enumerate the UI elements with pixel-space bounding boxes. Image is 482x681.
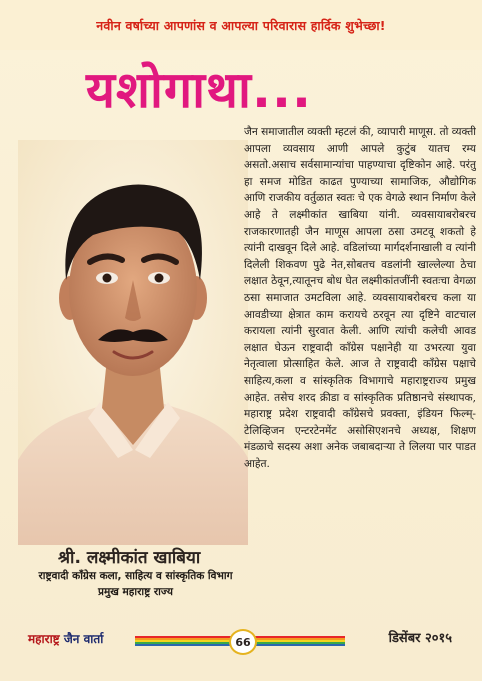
greeting-banner <box>0 0 482 50</box>
issue-date: डिसेंबर २०१५ <box>388 631 452 646</box>
portrait-photo <box>18 140 248 545</box>
person-portrait-icon <box>18 140 248 545</box>
page-number: 66 <box>229 629 257 655</box>
magazine-name-part2: जैन वार्ता <box>63 632 104 646</box>
person-name: श्री. लक्ष्मीकांत खाबिया <box>58 548 201 568</box>
magazine-name-part1: महाराष्ट्र <box>28 632 60 646</box>
article-body: जैन समाजातील व्यक्ती म्हटलं की, व्यापारी माणूस. तो व्यक्ती आपला व्यवसाय आणी आपले कुटुंब यातच रम्य असतो.असाच सर्वसामान्यांचा पाहण्याचा दृष्टिकोन आहे. परंतु हा समज मोडित काढत पुण्याच्या सामाजिक, औद्योगिक आणि राजकीय वर्तुळात स्वतः चे एक वेगळे स्थान निर्माण केले आहे ते लक्ष्मीकांत खाबिया यांनी. व्यवसायाबरोबरच राजकारणातही जैन माणूस आपला ठसा उमटवू शकतो हे त्यांनी दाखवून दिले आहे. वडिलांच्या मार्गदर्शनाखाली व त्यांनी दिलेली शिकवण पुढे नेत,सोबतच वडलांनी खाल्लेल्या ठेचा लक्षात ठेवून,त्यातूनच बोध घेत लक्ष्मीकांतजींनी स्वतःचा वेगळा ठसा समाजात उमटविला आहे. व्यवसायाबरोबरच कला या आवडीच्या क्षेत्रात काम करायचे ठरवून त्या दृष्टिने वाटचाल करायला त्यांनी सुरवात केली. आणि त्यांची कलेची आवड लक्षात घेऊन राष्ट्रवादी कॉंग्रेस पक्षानेही या उभरत्या युवा नेतृत्वाला प्रोत्साहित केले. आज ते राष्ट्रवादी कॉंग्रेस पक्षाचे साहित्य,कला व सांस्कृतिक विभागाचे महाराष्ट्रराज्य प्रमुख आहेत. तसेच शरद क्रीडा व सांस्कृतिक प्रतिष्ठानचे संस्थापक, महाराष्ट्र प्रदेश राष्ट्रवादी कॉंग्रेसचे प्रवक्ता, इंडियन फिल्म्-टेलिव्हिजन एन्टरटेनमेंट असोसिएशनचे अध्यक्ष, शिक्षण मंडळाचे सदस्य अशा अनेक जबाबदाऱ्या ते लिलया पार पाडत आहेत. <box>244 126 476 470</box>
magazine-name <box>28 630 103 647</box>
greeting-text: नवीन वर्षाच्या आपणांस व आपल्या परिवारास हार्दिक शुभेच्छा! <box>96 17 386 33</box>
person-designation: राष्ट्रवादी कॉंग्रेस कला, साहित्य व सांस्कृतिक विभाग प्रमुख महाराष्ट्र राज्य <box>38 570 233 598</box>
page-footer <box>0 612 482 662</box>
article-title: यशोगाथा... <box>86 61 312 119</box>
